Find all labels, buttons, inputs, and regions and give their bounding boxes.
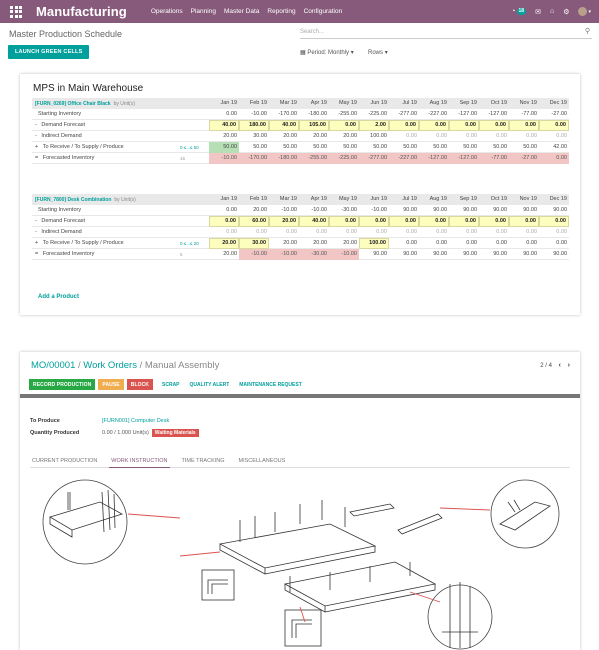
value-cell[interactable]: 100.00 [359,238,389,249]
value-cell[interactable]: 0.00 [449,120,479,131]
value-cell: 0.00 [496,228,507,235]
row-label-cell [32,133,209,139]
value-cell[interactable]: 0.00 [419,120,449,131]
month-header: Jun 19 [370,100,387,106]
value-cell: 0.00 [226,206,237,213]
value-cell: 90.00 [403,206,417,213]
uom-label: by Unit(s) [114,196,136,203]
rows-label: Rows [368,50,384,56]
month-header: Sep 19 [459,100,477,106]
value-cell: -170.00 [278,110,297,117]
value-cell: -127.00 [458,110,477,117]
value-cell: -180.00 [269,153,299,164]
to-produce-value[interactable]: [FURN001] Computer Desk [102,418,170,424]
value-cell[interactable]: 0.00 [359,216,389,227]
value-cell: -227.00 [428,110,447,117]
settings-icon[interactable]: ⚙ [563,8,570,16]
value-cell: 20.00 [253,206,267,213]
calendar-icon: ▦ [300,50,306,56]
screw-detail-circle-right [491,480,559,548]
bracket-detail-left [202,570,234,600]
month-header: Jan 19 [220,196,237,202]
month-header: Jul 19 [402,100,417,106]
chevron-left-icon[interactable]: ‹ [558,362,561,369]
value-cell[interactable]: 60.00 [239,216,269,227]
value-cell[interactable]: 0.00 [509,120,539,131]
value-cell: 0.00 [346,228,357,235]
value-cell[interactable]: 0.00 [479,216,509,227]
mps-card [20,74,580,315]
value-cell[interactable]: 20.00 [343,239,357,246]
value-cell[interactable]: 0.00 [406,239,417,246]
value-cell: 90.00 [493,206,507,213]
tab-miscellaneous[interactable]: MISCELLANEOUS [238,458,286,464]
value-cell: 0.00 [539,153,569,164]
forecasted-inventory-row [32,249,569,260]
value-cell: 20.00 [313,132,327,139]
value-cell: 90.00 [433,250,447,257]
row-label: Starting Inventory [38,207,82,213]
value-cell[interactable]: 180.00 [239,120,269,131]
quantity-produced-label: Quantity Produced [30,430,80,436]
add-product-link[interactable]: Add a Product [38,294,80,300]
row-label: Indirect Demand [41,229,82,235]
month-header: Aug 19 [429,100,447,106]
value-cell[interactable]: 50.00 [373,143,387,150]
top-navbar [0,0,599,23]
rows-dropdown[interactable] [368,49,388,56]
row-label: To Receive / To Supply / Produce [42,240,124,246]
value-cell: -225.00 [329,153,359,164]
value-cell[interactable]: 50.00 [313,143,327,150]
indirect-demand-row [32,131,569,142]
value-cell[interactable]: 50.00 [523,143,537,150]
pager-value: 2 / 4 [540,363,552,369]
month-header: Feb 19 [249,100,267,106]
value-cell: -10.00 [371,206,387,213]
value-cell[interactable]: 50.00 [433,143,447,150]
work-order-actions [29,379,306,390]
value-cell: -77.00 [521,110,537,117]
month-header: Oct 19 [490,100,507,106]
value-cell: 0.00 [256,228,267,235]
value-cell: -27.00 [551,110,567,117]
month-header: Oct 19 [490,196,507,202]
value-cell[interactable]: 0.00 [526,239,537,246]
status-bar [20,394,580,398]
value-cell: -10.00 [269,249,299,260]
row-label-cell [32,229,209,235]
value-cell: -30.00 [341,206,357,213]
value-cell: -27.00 [509,153,539,164]
value-cell: 0.00 [526,132,537,139]
to-receive-row [32,142,569,153]
starting-inventory-row [32,109,569,120]
value-cell: 100.00 [370,132,387,139]
row-expand-icon[interactable]: - [35,133,39,139]
value-cell[interactable]: 50.00 [493,143,507,150]
month-header: Aug 19 [429,196,447,202]
to-produce-label: To Produce [30,418,60,424]
value-cell[interactable]: 50.00 [209,142,239,153]
breadcrumb-mo[interactable]: MO/00001 [31,360,76,371]
avatar [578,7,587,16]
menu-configuration[interactable]: Configuration [303,8,343,15]
uom-label: by Unit(s) [113,100,135,107]
page-title: Master Production Schedule [9,29,123,39]
demand-forecast-row [32,120,569,131]
breadcrumb [31,360,219,371]
assembly-instruction-drawing [30,472,575,650]
value-cell[interactable]: 0.00 [496,239,507,246]
row-label: Starting Inventory [38,111,82,117]
search-input[interactable] [300,27,592,39]
search-placeholder: Search... [300,29,325,35]
replenish-range-info[interactable]: 0 ≤...≤ 50 [180,144,199,150]
value-cell: 0.00 [496,132,507,139]
value-cell: 0.00 [406,228,417,235]
launch-green-cells-button[interactable]: LAUNCH GREEN CELLS [8,45,89,59]
apps-grid-icon[interactable] [9,5,23,19]
value-cell[interactable]: 0.00 [509,216,539,227]
value-cell: -10.00 [239,249,269,260]
value-cell: -77.00 [479,153,509,164]
row-label: To Receive / To Supply / Produce [42,144,124,150]
home-icon[interactable]: ⌂ [549,8,555,15]
value-cell[interactable]: 50.00 [463,143,477,150]
value-cell[interactable]: 20.00 [269,216,299,227]
row-expand-icon[interactable]: - [35,229,39,235]
row-label: Forecasted Inventory [42,251,95,257]
value-cell: 0.00 [556,132,567,139]
value-cell[interactable]: 50.00 [283,143,297,150]
value-cell: -277.00 [398,110,417,117]
menu-planning[interactable]: Planning [190,8,216,15]
value-cell: -127.00 [419,153,449,164]
value-cell[interactable]: 0.00 [449,216,479,227]
pause-button[interactable]: PAUSE [98,379,123,390]
demand-forecast-row [32,216,569,227]
value-cell[interactable]: 42.00 [553,143,567,150]
month-header: Nov 19 [519,196,537,202]
work-order-form [30,418,199,442]
value-cell[interactable]: 0.00 [329,120,359,131]
tab-current-production[interactable]: CURRENT PRODUCTION [32,458,98,464]
month-header: Jun 19 [370,196,387,202]
value-cell[interactable]: 40.00 [209,120,239,131]
tab-work-instruction[interactable]: WORK INSTRUCTION [109,456,169,468]
month-header: Mar 19 [279,100,297,106]
maintenance-request-button[interactable]: MAINTENANCE REQUEST [239,381,302,388]
breadcrumb-current: Manual Assembly [144,360,220,371]
value-cell: 90.00 [403,250,417,257]
value-cell: 30.00 [253,132,267,139]
value-cell[interactable]: 0.00 [419,216,449,227]
value-cell: 0.00 [556,228,567,235]
safety-stock-info: 5 [180,251,183,257]
value-cell: 0.00 [436,132,447,139]
value-cell: -10.00 [209,153,239,164]
leg-detail-circle-right [428,582,492,649]
value-cell: 90.00 [493,250,507,257]
value-cell: 20.00 [283,132,297,139]
value-cell[interactable]: 0.00 [209,216,239,227]
menu-reporting[interactable]: Reporting [267,8,296,15]
value-cell: 0.00 [466,228,477,235]
product-name-cell [32,197,209,203]
value-cell: 0.00 [226,110,237,117]
value-cell: -10.00 [329,249,359,260]
value-cell: 20.00 [223,132,237,139]
month-header: Feb 19 [249,196,267,202]
value-cell: -127.00 [449,153,479,164]
row-label: Forecasted Inventory [42,155,95,161]
scrap-button[interactable]: SCRAP [162,381,180,388]
mps-product-block [32,98,569,164]
value-cell: 0.00 [466,132,477,139]
value-cell[interactable]: 50.00 [343,143,357,150]
value-cell[interactable]: 20.00 [313,239,327,246]
value-cell: 0.00 [376,228,387,235]
month-header: Dec 19 [549,196,567,202]
value-cell[interactable]: 0.00 [539,120,569,131]
month-header: Jan 19 [220,100,237,106]
value-cell: -10.00 [311,206,327,213]
row-expand-icon[interactable]: - [35,218,39,224]
row-label: Indirect Demand [41,133,82,139]
row-expand-icon[interactable]: - [35,122,39,128]
row-expand-icon[interactable]: = [35,251,40,257]
value-cell[interactable]: 50.00 [253,143,267,150]
value-cell: -255.00 [299,153,329,164]
product-header-row [32,194,569,205]
month-header: Apr 19 [310,100,327,106]
value-cell: -225.00 [368,110,387,117]
value-cell[interactable]: 105.00 [299,120,329,131]
indirect-demand-row [32,227,569,238]
row-label-cell [32,218,209,224]
product-header-row [32,98,569,109]
breadcrumb-work-orders[interactable]: Work Orders [83,360,137,371]
breadcrumb-separator: / [78,360,84,371]
work-order-tabs [30,456,570,468]
forecasted-inventory-row [32,153,569,164]
value-cell[interactable]: 20.00 [209,238,239,249]
value-cell: 90.00 [373,250,387,257]
tab-time-tracking[interactable]: TIME TRACKING [181,458,225,464]
value-cell[interactable]: 0.00 [389,120,419,131]
safety-stock-info: 16 [180,155,186,161]
value-cell[interactable]: 2.00 [359,120,389,131]
caret-down-icon: ▾ [588,8,591,15]
value-cell: -277.00 [359,153,389,164]
product-link[interactable]: [FURN_0269] Office Chair Black [35,100,111,107]
product-name-cell [32,101,209,107]
breadcrumb-separator: / [139,360,145,371]
value-cell[interactable]: 0.00 [556,239,567,246]
value-cell[interactable]: 0.00 [539,216,569,227]
value-cell: -180.00 [308,110,327,117]
block-button[interactable]: BLOCK [127,379,153,390]
value-cell[interactable]: 40.00 [269,120,299,131]
value-cell: 90.00 [433,206,447,213]
value-cell: 0.00 [526,228,537,235]
value-cell: 20.00 [343,132,357,139]
value-cell: 90.00 [463,250,477,257]
month-header: Jul 19 [402,196,417,202]
mps-product-block [32,194,569,260]
value-cell: 20.00 [223,250,237,257]
value-cell: -170.00 [239,153,269,164]
value-cell[interactable]: 0.00 [479,120,509,131]
value-cell[interactable]: 40.00 [299,216,329,227]
month-header: Apr 19 [310,196,327,202]
month-header: Sep 19 [459,196,477,202]
value-cell[interactable]: 20.00 [283,239,297,246]
value-cell: 0.00 [436,228,447,235]
chevron-right-icon[interactable]: › [567,362,570,369]
product-link[interactable]: [FURN_7800] Desk Combination [35,196,112,203]
search-icon[interactable]: ⚲ [584,28,590,35]
value-cell: 0.00 [406,132,417,139]
row-expand-icon[interactable]: = [35,155,40,161]
bolt-detail-circle-left [43,480,127,564]
value-cell[interactable]: 0.00 [329,216,359,227]
app-name[interactable]: Manufacturing [36,4,127,19]
value-cell: 90.00 [463,206,477,213]
value-cell[interactable]: 0.00 [389,216,419,227]
chat-icon[interactable]: ✉ [535,8,541,16]
value-cell: 0.00 [286,228,297,235]
value-cell: 90.00 [523,250,537,257]
activity-badge: 18 [518,8,525,14]
quantity-produced-value: 0.00 / 1.000 Unit(s) [102,430,149,436]
value-cell: 0.00 [316,228,327,235]
status-badge: Waiting Materials [152,429,199,437]
desk-exploded-view [220,500,442,612]
value-cell: 0.00 [226,228,237,235]
value-cell: -127.00 [488,110,507,117]
starting-inventory-row [32,205,569,216]
value-cell: 90.00 [553,206,567,213]
navbar-systray [502,7,591,16]
pager [540,362,570,369]
main-menu [151,8,350,15]
row-label-cell [32,207,209,213]
period-dropdown[interactable] [300,49,354,56]
value-cell: -30.00 [299,249,329,260]
record-production-button[interactable]: RECORD PRODUCTION [29,379,95,390]
menu-operations[interactable]: Operations [150,8,183,15]
value-cell[interactable]: 0.00 [466,239,477,246]
month-header: Mar 19 [279,196,297,202]
caret-down-icon: ▾ [350,50,354,56]
value-cell[interactable]: 0.00 [436,239,447,246]
value-cell[interactable]: 50.00 [403,143,417,150]
caret-down-icon: ▾ [384,50,388,56]
work-order-card [20,352,580,650]
row-label: Demand Forecast [41,122,86,128]
month-header: May 19 [338,100,357,106]
user-menu[interactable] [578,7,591,16]
to-receive-row [32,238,569,249]
mps-title: MPS in Main Warehouse [33,83,144,94]
value-cell: 90.00 [523,206,537,213]
value-cell[interactable]: 30.00 [239,238,269,249]
row-expand-icon[interactable]: + [35,144,40,150]
value-cell: 90.00 [553,250,567,257]
month-header: Nov 19 [519,100,537,106]
row-label-cell [32,111,209,117]
period-label: Period: Monthly [307,50,350,56]
quality-alert-button[interactable]: QUALITY ALERT [189,381,230,388]
month-header: May 19 [338,196,357,202]
activity-icon[interactable]: ◔ 18 [511,8,525,15]
value-cell: -10.00 [251,110,267,117]
month-header: Dec 19 [549,100,567,106]
menu-master-data[interactable]: Master Data [223,8,260,15]
row-label-cell [32,122,209,128]
value-cell: -10.00 [281,206,297,213]
replenish-range-info[interactable]: 0 ≤...≤ 20 [180,240,199,246]
value-cell: -255.00 [338,110,357,117]
row-expand-icon[interactable]: + [35,240,40,246]
row-label: Demand Forecast [41,218,86,224]
value-cell: -227.00 [389,153,419,164]
